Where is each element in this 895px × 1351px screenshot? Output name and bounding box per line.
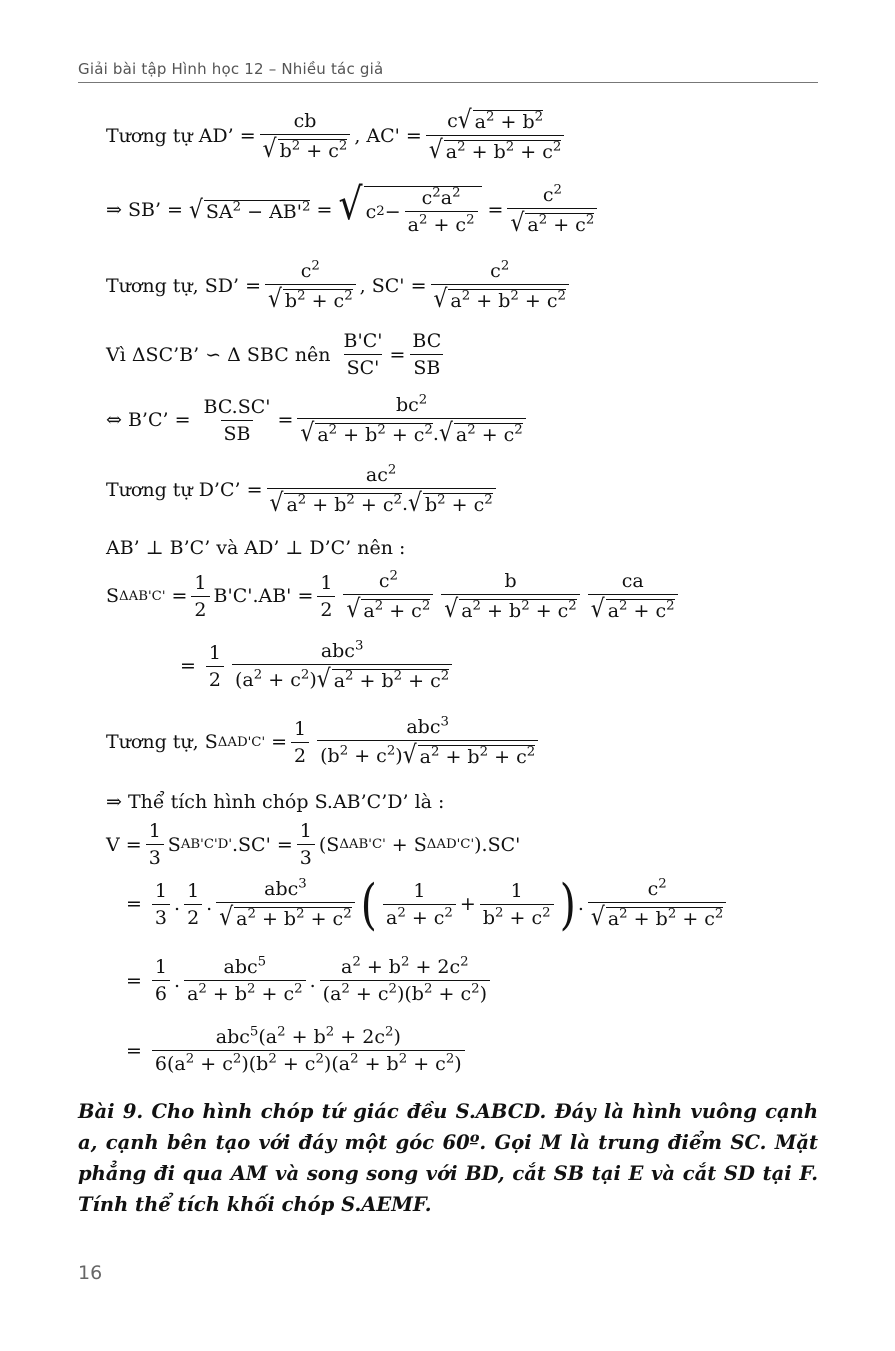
formula-ad-ac bbox=[106, 106, 568, 165]
text: = bbox=[126, 969, 142, 992]
exercise-9: Bài 9. Cho hình chóp tứ giác đều S.ABCD. Đáy là hình vuông cạnh a, cạnh bên tạo với đáy một góc 60º. Gọi M là trung điểm SC. Mặt phẳng đi qua AM và song song với BD, cắt SB tại E và cắt SD tại F. Tính thể tích khối chóp S.AEMF. bbox=[78, 1100, 818, 1216]
area-abc-simplified: = $\frac{1}{2}$ abc$^3$ $(a^2 + c^2)$ √ $a^2 + b^2 + c^2$ bbox=[180, 642, 456, 691]
fraction: abc$^3$ $(a^2 + c^2)$ √ $a^2 + b^2 + c^2$ bbox=[232, 642, 452, 691]
page-number: 16 bbox=[78, 1262, 103, 1284]
fraction: $c^2$ √ $a^2 + b^2 + c^2$ bbox=[431, 262, 569, 311]
text: , SC' = bbox=[359, 275, 427, 297]
volume-formula: V = $\frac{1}{3}$ S AB'C'D' .SC' = $\frac{1}{3}$ (S ΔAB'C' + S ΔAD'C' ).SC' bbox=[106, 820, 521, 869]
formula-dc bbox=[106, 462, 500, 518]
text: = bbox=[316, 199, 333, 221]
running-header: Giải bài tập Hình học 12 – Nhiều tác giả bbox=[78, 60, 384, 78]
text: = bbox=[180, 655, 196, 677]
volume-step-2: = $\frac{1}{6}$ . $\frac{abc^5}{a^2 + b^2 + c^2}$ . $\frac{a^2 + b^2 + 2c^2}{(a^2 + c^2)(b^2 + c^2)}$ bbox=[126, 958, 494, 1004]
text: Tương tự, SD’ = bbox=[106, 275, 261, 297]
text: = bbox=[126, 1039, 142, 1062]
text: , AC' = bbox=[354, 124, 422, 147]
formula-bc: ⇔ B’C’ = $\frac{BC.SC'}{SB}$ = $bc^2$ √ $a^2 + b^2 + c^2$ . √ $a^2 + c^2$ bbox=[106, 396, 530, 445]
text: = bbox=[389, 343, 406, 366]
volume-result: = $\frac{abc^5(a^2 + b^2 + 2c^2)}{6(a^2 + c^2)(b^2 + c^2)(a^2 + b^2 + c^2)}$ bbox=[126, 1028, 469, 1074]
formula-sd-sc bbox=[106, 258, 573, 314]
fraction: $c^2$ √ $b^2 + c^2$ bbox=[265, 262, 356, 311]
volume-statement bbox=[106, 793, 444, 812]
similar-triangles: Vì ΔSC’B’ ∽ Δ SBC nên $\frac{B'C'}{SC'}$ = $\frac{BC}{SB}$ bbox=[106, 332, 448, 378]
formula-sb: ⇒ SB’ = √ $SA^2 - AB'^2$ = √ c 2 − $\frac{c^2a^2}{a^2 + c^2}$ = $c^2$ √ $a^2 + c^2$ bbox=[106, 186, 601, 235]
text: Tương tự AD’ = bbox=[106, 124, 256, 147]
fraction: cb √ $b^2 + c^2$ bbox=[260, 112, 351, 161]
text: ).SC' bbox=[474, 833, 521, 856]
text: Tương tự D’C’ = bbox=[106, 479, 263, 501]
text: S bbox=[106, 585, 120, 607]
perpendicular-statement bbox=[106, 539, 405, 558]
text: = bbox=[487, 199, 504, 221]
text: = bbox=[277, 409, 294, 431]
text: ⇒ SB’ = bbox=[106, 199, 183, 221]
fraction: abc$^3$ $(b^2 + c^2)$ √ $a^2 + b^2 + c^2$ bbox=[317, 718, 538, 767]
text: V = bbox=[106, 833, 142, 856]
text: AB’ ⊥ B’C’ và AD’ ⊥ D’C’ nên : bbox=[106, 537, 406, 559]
text: Vì ΔSC’B’ ∽ Δ SBC nên bbox=[106, 343, 331, 366]
header-divider bbox=[78, 82, 818, 83]
text: .SC' = bbox=[232, 833, 293, 856]
text: + S bbox=[391, 833, 427, 856]
text: = bbox=[271, 731, 288, 753]
text: = bbox=[126, 893, 142, 915]
text: B'C'.AB' = bbox=[213, 585, 314, 607]
area-abc: S ΔAB'C' = $\frac{1}{2}$ B'C'.AB' = $\frac{1}{2}$ $c^2$ √ $a^2 + c^2$ b √ $a^2 + b^2 + c^2$ ca √ $a^2 + c^2$ bbox=[106, 572, 682, 621]
area-adc: Tương tự, S ΔAD'C' = $\frac{1}{2}$ abc$^3$ $(b^2 + c^2)$ √ $a^2 + b^2 + c^2$ bbox=[106, 718, 542, 767]
volume-step-1: = $\frac{1}{3}$ . $\frac{1}{2}$ . abc$^3$ √ $a^2 + b^2 + c^2$ ( $\frac{1}{a^2 + c^2}$ + $\frac{1}{b^2 + c^2}$ ) . $c^2$ √ $a^2 + b^2 + c^2$ bbox=[126, 880, 730, 929]
fraction: c √ $a^2 + b^2$ √ $a^2 + b^2 + c^2$ bbox=[426, 110, 564, 162]
text: S bbox=[167, 833, 181, 856]
text: ⇒ Thể tích hình chóp S.AB’C’D’ là : bbox=[106, 791, 445, 813]
fraction: $c^2$ √ $a^2 + c^2$ bbox=[507, 186, 597, 235]
text: = bbox=[171, 585, 188, 607]
text: (S bbox=[318, 833, 340, 856]
text: Tương tự, S bbox=[106, 731, 218, 753]
fraction: $ac^2$ √ $a^2 + b^2 + c^2$ . √ $b^2 + c^2$ bbox=[267, 466, 496, 515]
text: ⇔ B’C’ = bbox=[106, 409, 191, 431]
fraction: $bc^2$ √ $a^2 + b^2 + c^2$ . √ $a^2 + c^2$ bbox=[297, 396, 525, 445]
